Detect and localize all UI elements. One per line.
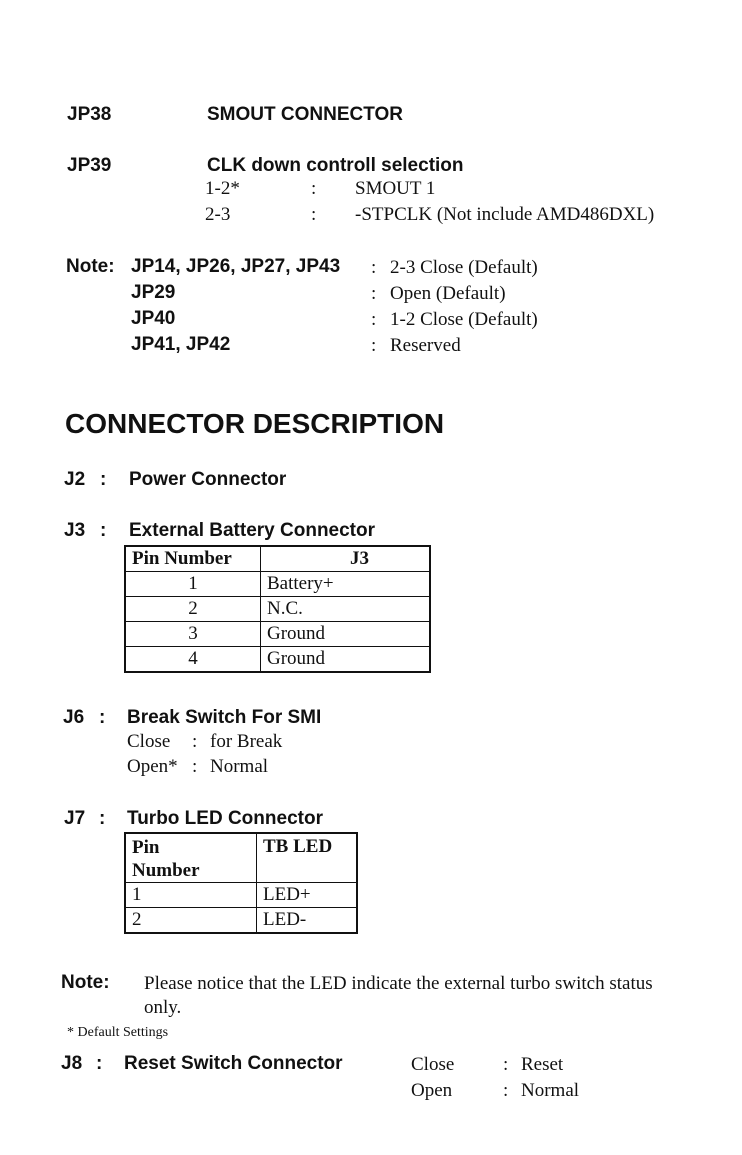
note1-sep: : <box>371 257 377 278</box>
table-cell: 1 <box>125 883 257 908</box>
jp39-opt1-desc: SMOUT 1 <box>355 178 436 199</box>
jp39-opt2-pins: 2-3 <box>205 204 231 225</box>
pin-header-line2: Number <box>132 860 200 881</box>
table-header: J3 <box>261 546 431 572</box>
j7-title: Turbo LED Connector <box>127 808 323 829</box>
table-header-row <box>125 546 430 572</box>
j3-id: J3 <box>64 520 86 541</box>
j6-state: Open* <box>127 756 178 777</box>
jp39-opt2-sep: : <box>311 204 317 225</box>
j7-pin-table <box>124 832 358 934</box>
table-row <box>125 908 357 934</box>
table-cell: N.C. <box>261 597 431 622</box>
j8-state: Close <box>411 1054 455 1075</box>
table-cell: Battery+ <box>261 572 431 597</box>
table-header: TB LED <box>257 833 358 883</box>
table-cell: LED+ <box>257 883 358 908</box>
jp39-opt1-pins: 1-2* <box>205 178 240 199</box>
table-cell: 1 <box>125 572 261 597</box>
j7-sep: : <box>99 808 106 829</box>
j8-desc: Reset <box>521 1054 564 1075</box>
table-row <box>125 572 430 597</box>
note1-sep: : <box>371 283 377 304</box>
j6-id: J6 <box>63 707 85 728</box>
note1-value: Reserved <box>390 335 461 356</box>
j6-row-sep: : <box>192 756 198 777</box>
table-row <box>125 647 430 673</box>
table-row <box>125 622 430 647</box>
j8-title: Reset Switch Connector <box>124 1053 343 1074</box>
table-cell: LED- <box>257 908 358 934</box>
table-cell: 2 <box>125 908 257 934</box>
j6-sep: : <box>99 707 106 728</box>
note1-jp: JP14, JP26, JP27, JP43 <box>131 256 341 277</box>
note2-line1: Please notice that the LED indicate the external turbo switch status <box>144 973 653 994</box>
note1-value: 2-3 Close (Default) <box>390 257 538 278</box>
j2-sep: : <box>100 469 107 490</box>
j8-desc: Normal <box>521 1080 580 1101</box>
default-settings-footnote: * Default Settings <box>67 1025 169 1040</box>
table-cell: 2 <box>125 597 261 622</box>
table-header: Pin Number <box>125 546 261 572</box>
note1-value: 1-2 Close (Default) <box>390 309 538 330</box>
j6-desc: for Break <box>210 731 283 752</box>
table-cell: 3 <box>125 622 261 647</box>
j6-state: Close <box>127 731 171 752</box>
table-cell: Ground <box>261 647 431 673</box>
j8-id: J8 <box>61 1053 83 1074</box>
note2-line2: only. <box>144 997 182 1018</box>
note1-jp: JP41, JP42 <box>131 334 231 355</box>
note1-value: Open (Default) <box>390 283 506 304</box>
jp38-title: SMOUT CONNECTOR <box>207 104 403 125</box>
j7-id: J7 <box>64 808 86 829</box>
j8-row-sep: : <box>503 1080 509 1101</box>
jp39-title: CLK down controll selection <box>207 155 464 176</box>
table-header <box>125 833 257 883</box>
note1-jp: JP40 <box>131 308 176 329</box>
table-row <box>125 883 357 908</box>
j3-sep: : <box>100 520 107 541</box>
jp39-opt2-desc: -STPCLK (Not include AMD486DXL) <box>355 204 655 225</box>
jp39-id: JP39 <box>67 155 112 176</box>
j6-title: Break Switch For SMI <box>127 707 322 728</box>
note1-sep: : <box>371 335 377 356</box>
j8-row-sep: : <box>503 1054 509 1075</box>
j8-state: Open <box>411 1080 453 1101</box>
j6-row-sep: : <box>192 731 198 752</box>
jp38-id: JP38 <box>67 104 112 125</box>
note1-label: Note: <box>66 256 115 277</box>
j6-desc: Normal <box>210 756 269 777</box>
j8-sep: : <box>96 1053 103 1074</box>
note1-sep: : <box>371 309 377 330</box>
section-title: CONNECTOR DESCRIPTION <box>65 408 445 439</box>
jp39-opt1-sep: : <box>311 178 317 199</box>
note1-jp: JP29 <box>131 282 176 303</box>
j3-pin-table <box>124 545 431 673</box>
note2-label: Note: <box>61 972 110 993</box>
j3-title: External Battery Connector <box>129 520 376 541</box>
j2-id: J2 <box>64 469 86 490</box>
table-row <box>125 597 430 622</box>
table-cell: Ground <box>261 622 431 647</box>
table-cell: 4 <box>125 647 261 673</box>
pin-header-line1: Pin <box>132 837 160 858</box>
table-header-row <box>125 833 357 883</box>
j2-title: Power Connector <box>129 469 287 490</box>
